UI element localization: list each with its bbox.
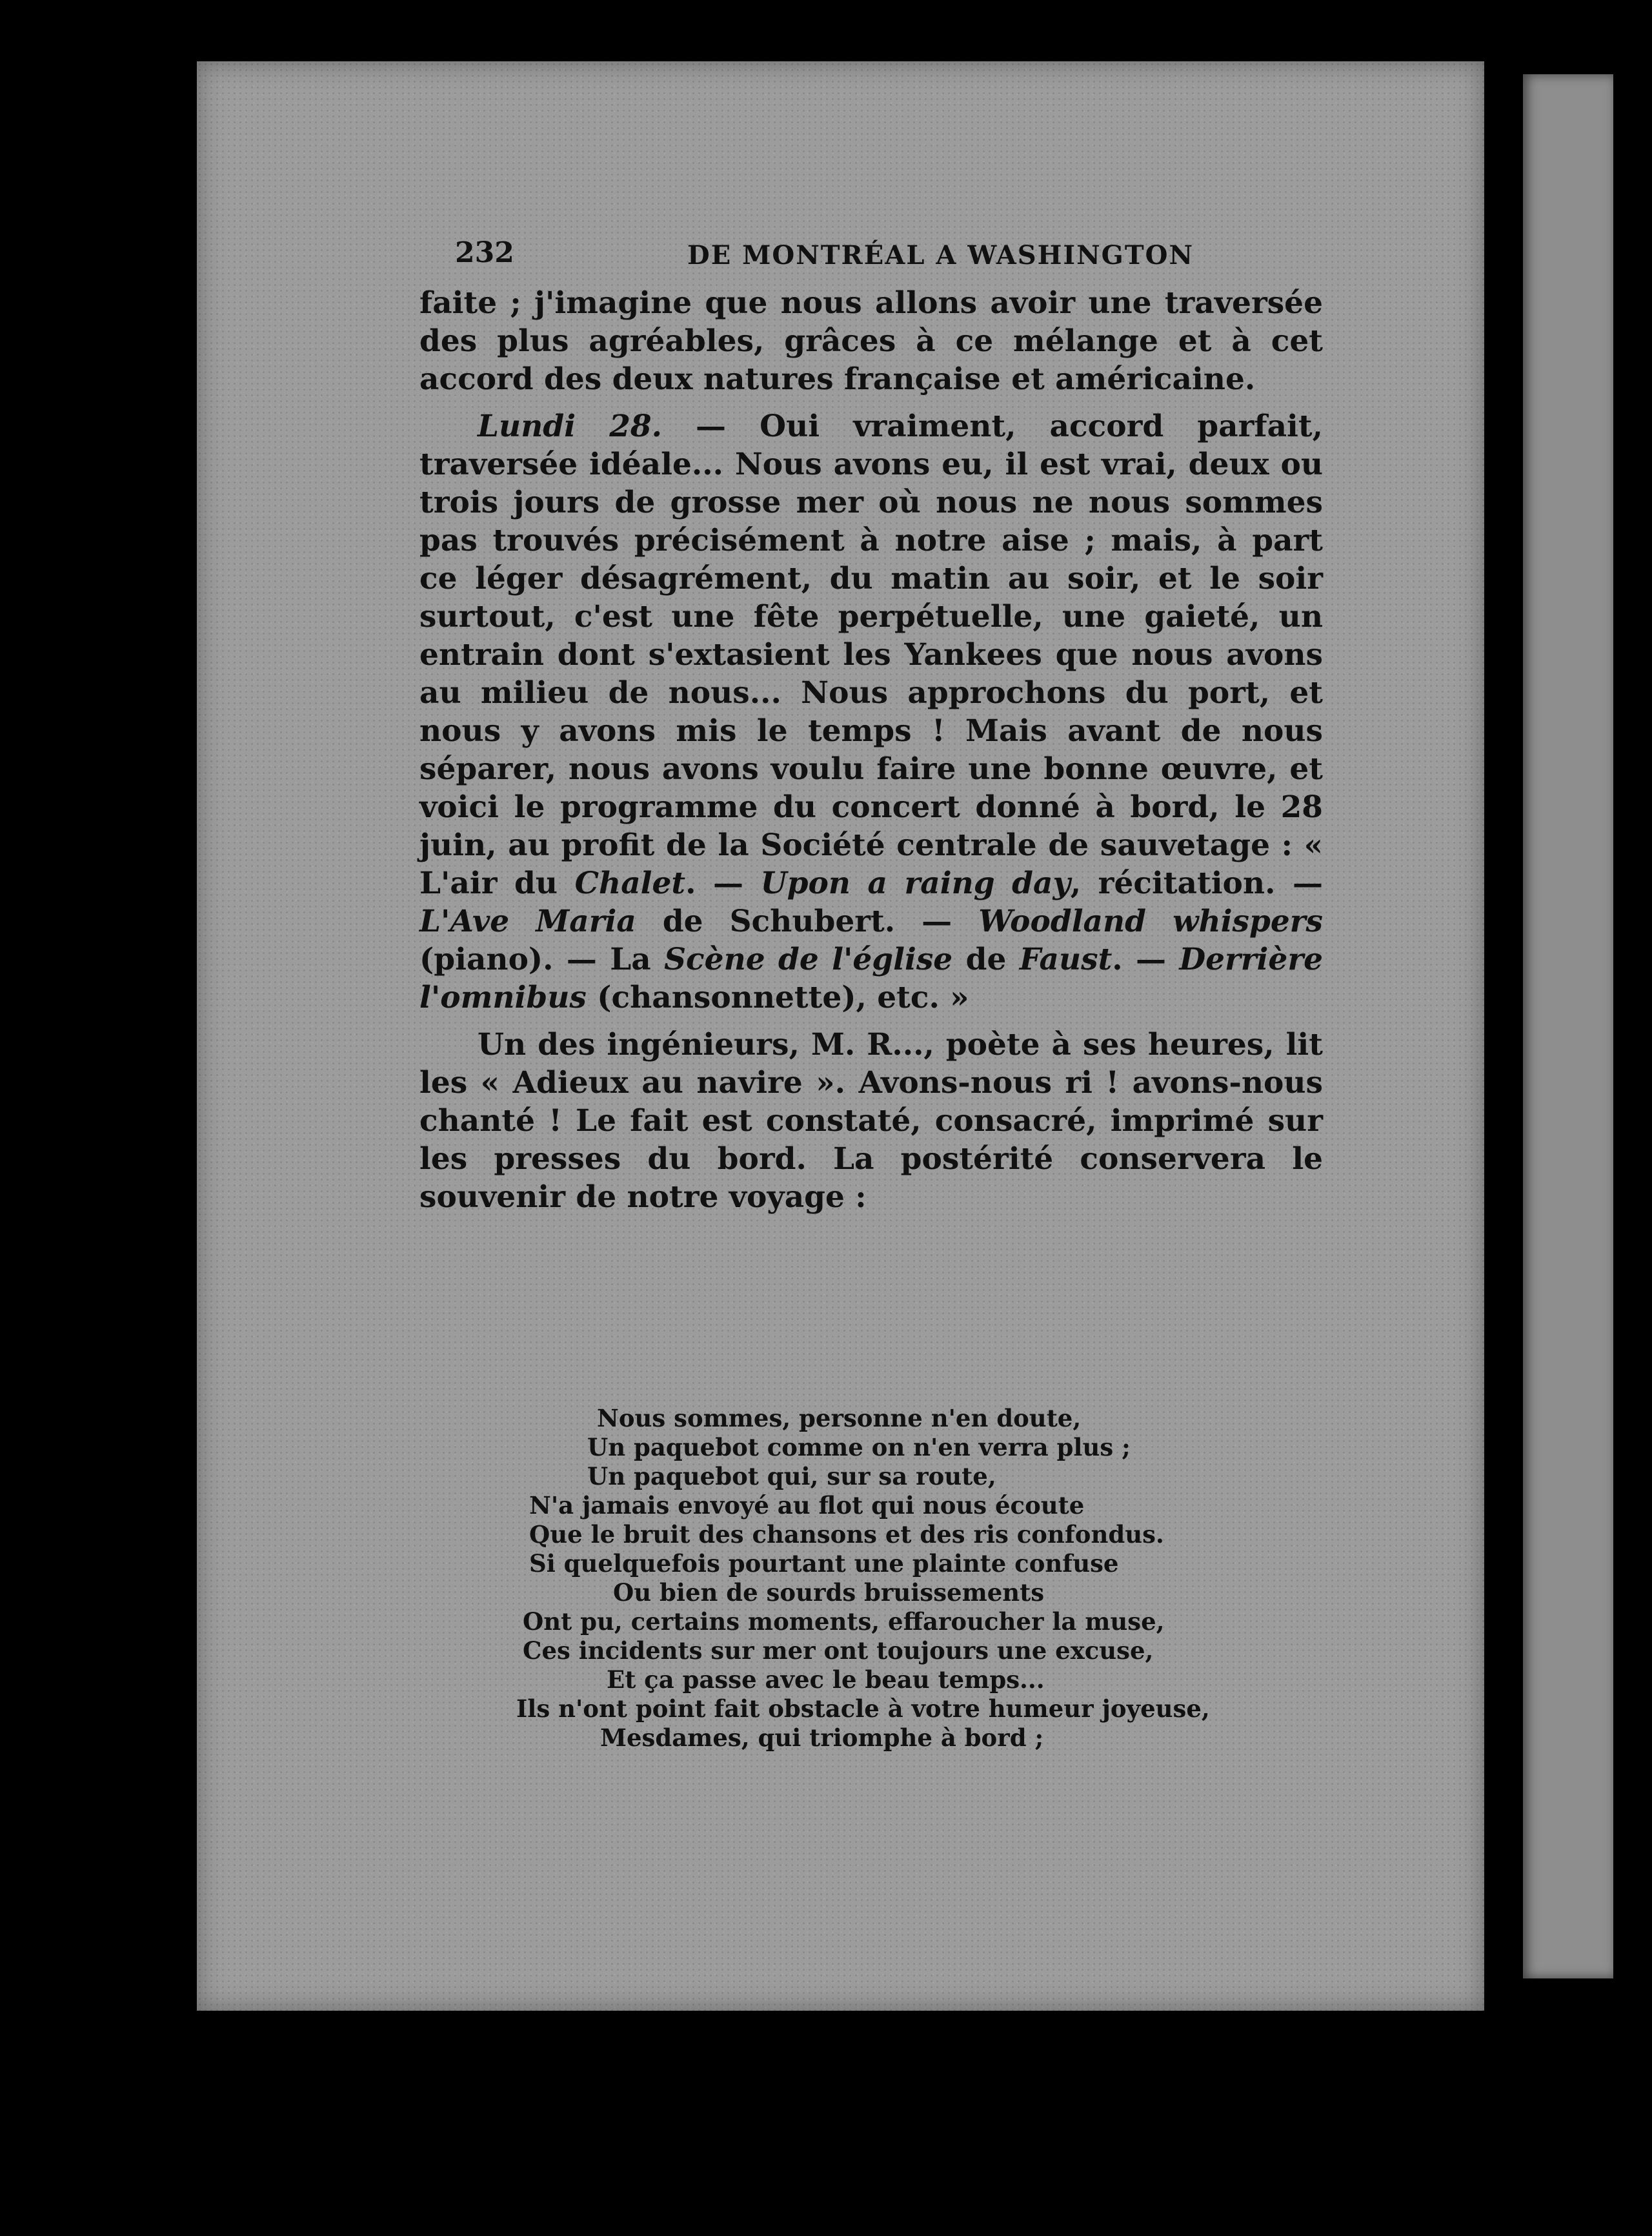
poem-line: Si quelquefois pourtant une plainte confuse [529,1549,1119,1578]
paragraph-2 [419,407,1323,1017]
poem-line: Mesdames, qui triomphe à bord ; [600,1723,1044,1752]
title-scene-de-leglise: Scène de l'église [664,942,953,977]
poem [516,1404,1258,1753]
paragraph-2-text-f: de [952,942,1020,977]
paragraph-1: faite ; j'imagine que nous allons avoir une traversée des plus agréables, grâces à ce mélange et à cet accord des deux natures française et américaine. [419,285,1323,397]
facing-page-edge [1523,74,1613,1978]
poem-line: Nous sommes, personne n'en doute, [597,1404,1082,1432]
paragraph-3: Un des ingénieurs, M. R..., poète à ses heures, lit les « Adieux au navire ». Avons-nous ri ! avons-nous chanté ! Le fait est constaté, consacré, imprimé sur les presses du bord. La postérité conservera le souvenir de notre voyage : [419,1027,1323,1215]
title-ave-maria: L'Ave Maria [419,904,636,939]
paragraph-2-text-b: . — [685,866,761,901]
title-woodland-whispers: Woodland whispers [978,904,1324,939]
paragraph-2-text-a: — Oui vraiment, accord parfait, traversée idéale... Nous avons eu, il est vrai, deux ou trois jours de grosse mer où nous ne nous sommes pas trouvés précisément à notre aise ; mais, à part ce léger désagrément, du matin au soir, et le soir surtout, c'est une fête perpétuelle, une gaieté, un entrain dont s'extasient les Yankees que nous avons au milieu de nous... Nous approchons du port, et nous y avons mis le temps ! Mais avant de nous séparer, nous avons voulu faire une bonne œuvre, et voici le programme du concert donné à bord, le 28 juin, au profit de la Société centrale de sauvetage : « L'air du [419,409,1323,901]
paragraph-2-text-h: (chansonnette), etc. » [586,980,969,1015]
poem-line: Et ça passe avec le beau temps... [607,1665,1045,1694]
poem-line: Un paquebot qui, sur sa route, [587,1462,996,1490]
running-title: DE MONTRÉAL A WASHINGTON [687,240,1194,270]
poem-line: N'a jamais envoyé au flot qui nous écoute [529,1491,1085,1519]
body-text [419,284,1323,1216]
poem-line: Un paquebot comme on n'en verra plus ; [587,1433,1131,1461]
poem-line: Ces incidents sur mer ont toujours une excuse, [523,1636,1154,1665]
poem-line: Ou bien de sourds bruissements [613,1578,1045,1607]
title-faust: Faust [1019,942,1113,977]
paragraph-2-text-d: de Schubert. — [636,904,979,939]
page-number: 232 [455,236,514,269]
date-heading: Lundi 28. [478,409,662,444]
title-chalet: Chalet [574,866,686,901]
paragraph-2-text-e: (piano). — La [419,942,665,977]
running-head [455,236,1313,281]
poem-line: Que le bruit des chansons et des ris confondus. [529,1520,1164,1549]
title-derriere-lomnibus: Derrière l'omnibus [419,942,1323,1015]
page-gutter [1484,61,1523,2011]
title-upon-a-raing-day: Upon a raing day [760,866,1071,901]
poem-line: Ils n'ont point fait obstacle à votre humeur joyeuse, [516,1694,1210,1723]
poem-line: Ont pu, certains moments, effaroucher la muse, [523,1607,1165,1636]
paragraph-2-text-c: , récitation. — [1070,866,1323,901]
paragraph-2-text-g: . — [1112,942,1180,977]
